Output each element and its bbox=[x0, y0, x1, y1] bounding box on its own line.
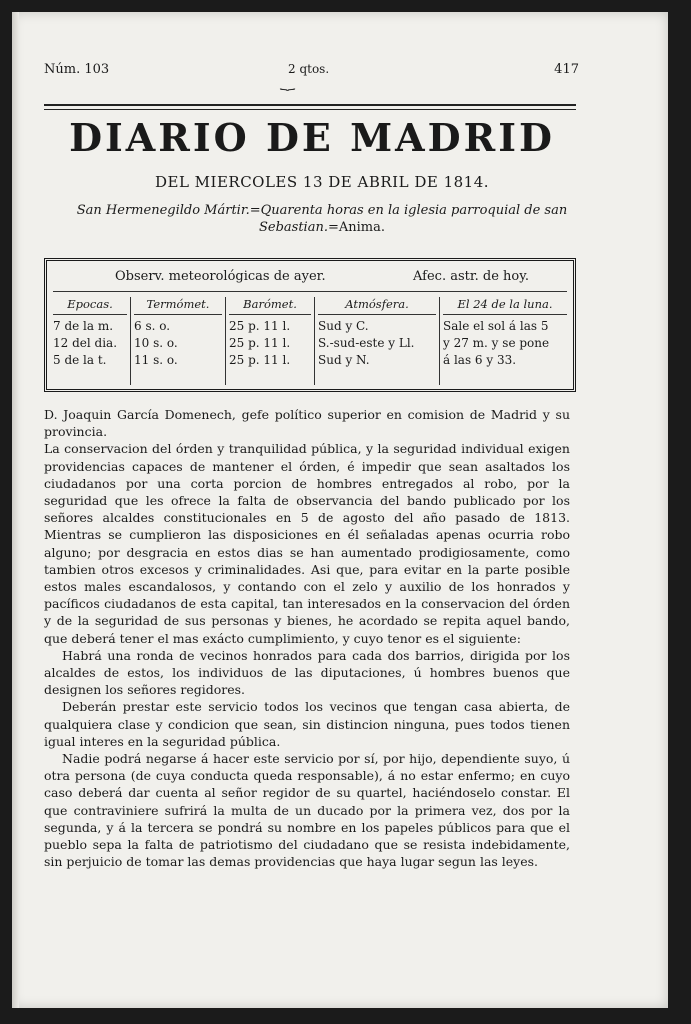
col-header: Termómet. bbox=[134, 297, 222, 315]
column-divider bbox=[439, 297, 440, 385]
article-paragraph: Nadie podrá negarse á hacer este servicio por sí, por hijo, dependiente suyo, ú otra persona (de cuya conducta queda responsable), á no estar enfermo; en cuyo caso deberá dar cuenta al señor regidor de su quartel, haciéndoselo constar. El que contraviniere sufrirá la multa de un ducado por la primera vez, dos por la segunda, y á la tercera se pondrá su nombre en los papeles públicos para que el pueblo sepa la falta de patriotismo del ciudadano que se resista indebidamente, sin perjuicio de tomar las demas providencias que haya lugar segun las leyes. bbox=[44, 751, 570, 870]
page-spine bbox=[12, 12, 19, 1008]
brace-ornament: ⏟ bbox=[279, 76, 296, 90]
table-cell: 25 p. 11 l. bbox=[229, 319, 291, 333]
col-header: Atmósfera. bbox=[318, 297, 436, 315]
col-luna bbox=[443, 297, 567, 387]
meteorology-title: Observ. meteorológicas de ayer. bbox=[115, 269, 326, 284]
col-header: Barómet. bbox=[229, 297, 311, 315]
col-header: Epocas. bbox=[53, 297, 127, 315]
article-heading: D. Joaquin García Domenech, gefe político superior en comision de Madrid y su provincia. bbox=[44, 407, 570, 440]
table-cell: Sud y N. bbox=[318, 353, 370, 367]
article-paragraph: Habrá una ronda de vecinos honrados para cada dos barrios, dirigida por los alcaldes de estos, los individuos de las diputaciones, ú hombres buenos que designen los señores regidores. bbox=[44, 647, 570, 698]
saints-of-day bbox=[62, 202, 582, 236]
column-divider bbox=[314, 297, 315, 385]
table-cell: 6 s. o. bbox=[134, 319, 171, 333]
price: 2 qtos. bbox=[288, 62, 330, 76]
issue-number: Núm. 103 bbox=[44, 62, 110, 77]
article-paragraph: Deberán prestar este servicio todos los vecinos que tengan casa abierta, de qualquiera clase y condicion que sean, sin distincion ninguna, pues todos tienen igual interes en la seguridad pública. bbox=[44, 699, 570, 749]
meteorology-table bbox=[44, 258, 576, 392]
table-cell: 25 p. 11 l. bbox=[229, 353, 291, 367]
astronomy-title: Afec. astr. de hoy. bbox=[413, 269, 530, 284]
col-barometro bbox=[229, 297, 311, 387]
table-cell: 10 s. o. bbox=[134, 336, 178, 350]
table-rule bbox=[53, 291, 567, 292]
table-cell: 5 de la t. bbox=[53, 353, 107, 367]
saints-anima: Anima. bbox=[338, 220, 385, 235]
col-atmosfera bbox=[318, 297, 436, 387]
table-cell: Sud y C. bbox=[318, 319, 369, 333]
col-termometro bbox=[134, 297, 222, 387]
table-cell: S.-sud-este y Ll. bbox=[318, 336, 415, 350]
page-number: 417 bbox=[554, 62, 579, 77]
newspaper-page bbox=[12, 12, 668, 1008]
table-cell: Sale el sol á las 5 bbox=[443, 319, 549, 333]
issue-date: DEL MIERCOLES 13 DE ABRIL DE 1814. bbox=[154, 173, 490, 191]
table-cell: 7 de la m. bbox=[53, 319, 114, 333]
table-cell: 12 del dia. bbox=[53, 336, 118, 350]
table-cell: 11 s. o. bbox=[134, 353, 178, 367]
page-header bbox=[44, 62, 579, 90]
newspaper-title: DIARIO DE MADRID bbox=[69, 115, 555, 160]
column-divider bbox=[130, 297, 131, 385]
col-epocas bbox=[53, 297, 127, 387]
masthead-rule-thin bbox=[44, 109, 576, 110]
table-cell: 25 p. 11 l. bbox=[229, 336, 291, 350]
table-cell: y 27 m. y se pone bbox=[443, 336, 550, 350]
article-paragraph: La conservacion del órden y tranquilidad pública, y la seguridad individual exigen providencias capaces de mantener el órden, é impedir que sean asaltados los ciudadanos por una corta porcion de hombres entregados al robo, por la seguridad que les ofrece la falta de observancia del bando publicado por los señores alcaldes constitucionales en 5 de agosto del año pasado de 1813. Mientras se cumplieron las disposiciones en él señaladas apenas ocurria robo alguno; por desgracia en estos dias se han aumentado prodigiosamente, como tambien otros excesos y criminalidades. Asi que, para evitar en la parte posible estos males escandalosos, y contando con el zelo y auxilio de los honrados y pacíficos ciudadanos de esta capital, tan interesados en la conservacion del órden y de la seguridad de sus personas y bienes, he acordado se repita aquel bando, que deberá tener el mas exácto cumplimiento, y cuyo tenor es el siguiente: bbox=[44, 441, 570, 646]
table-cell: á las 6 y 33. bbox=[443, 353, 517, 367]
saints-text: San Hermenegildo Mártir.=Quarenta horas en la iglesia parroquial de san Sebastian.= bbox=[76, 203, 568, 235]
masthead-rule-thick bbox=[44, 104, 576, 106]
col-header: El 24 de la luna. bbox=[443, 297, 567, 315]
column-divider bbox=[225, 297, 226, 385]
article-body bbox=[44, 406, 570, 870]
meteorology-columns bbox=[53, 297, 567, 387]
